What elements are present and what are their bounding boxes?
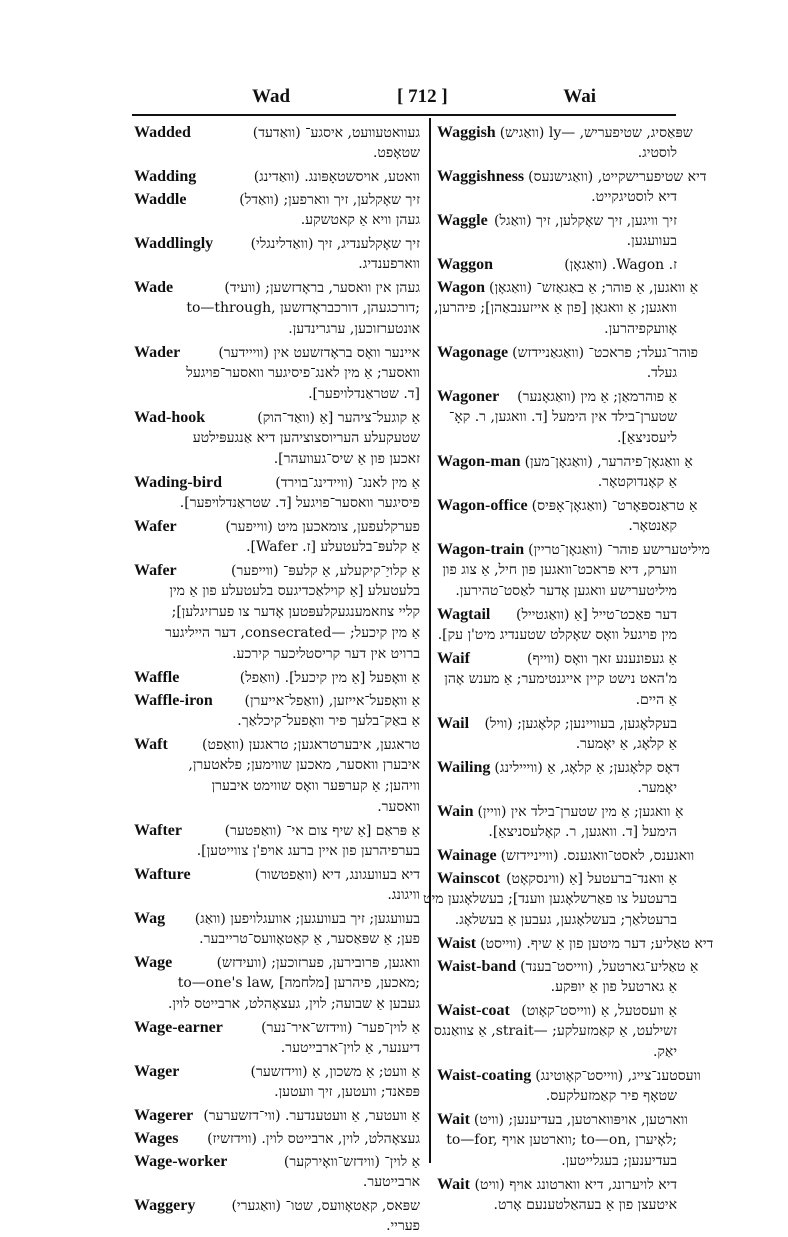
entry-headword: Wage-earner xyxy=(134,1019,223,1036)
entry-continuation-line: לוסטיג. xyxy=(637,145,677,161)
entry-continuation-line: ליעסניצאַ]. xyxy=(617,430,677,446)
entry-first-line xyxy=(134,820,420,841)
entry-continuation-line: פען; אַ שפּאַסער, אַ קאַטאָוועס־טרייבער. xyxy=(199,931,420,947)
entry-first-line xyxy=(134,667,420,688)
entry-definition: אַ פּראַם [אַ שיף צום אי־ (וואַפטער) xyxy=(224,823,420,839)
entry-definition: דער פאַכט־טייל [אַ (וואַגטייל) xyxy=(516,607,677,623)
entry-headword: Wagtail xyxy=(437,606,491,623)
entry-definition: אַ געפונענע זאך וואָס (ווייף) xyxy=(526,651,677,667)
entry-headword: Waddle xyxy=(134,191,187,208)
entry-continuation-line: to—one's law, מאכען, פיהרען [מלחמה]; xyxy=(177,975,420,991)
entry-first-line xyxy=(134,1061,420,1082)
entry-headword: Wafer xyxy=(134,562,177,579)
entry-first-line xyxy=(437,495,698,516)
entry-definition: זיך שאָקלענדיג, זיך (וואַדלינגלי) xyxy=(250,236,420,252)
entry-continuation-line: בלעטעלע [אַ קוילאַכדיגעס בלעטעלע פון אַ מין xyxy=(169,583,420,599)
entry-first-line xyxy=(134,1151,420,1172)
dictionary-entry xyxy=(434,277,699,340)
entry-definition: וואטע, אויסשטאָפּונג. (וואַדינג) xyxy=(253,169,420,185)
entry-continuation-line: ברויט אין דער קריסטליכער קירכע. xyxy=(232,646,420,662)
entry-headword: Waggle xyxy=(437,212,488,229)
entry-first-line xyxy=(134,952,420,973)
entry-continuation-line: פיסיגער וואסער־פויגעל [ד. שטראַנדלויפער]. xyxy=(179,495,420,511)
header-guide-word-right: Wai xyxy=(563,86,596,107)
header-guide-word-left: Wad xyxy=(252,86,291,107)
entry-headword: Wader xyxy=(134,344,181,361)
dictionary-entry xyxy=(134,1151,420,1193)
entry-continuation-line: בעדיענען; בעגלייטען. xyxy=(561,1153,677,1169)
entry-definition: אַ וועטער, אַ וועטענדער. (ווי־דזשערער) xyxy=(203,1108,420,1124)
dictionary-entry xyxy=(134,277,420,340)
entry-continuation-line: שטאָף פיר קאַמזעלקעס. xyxy=(545,1088,677,1104)
entry-first-line xyxy=(134,233,420,254)
entry-headword: Wainage xyxy=(437,847,497,864)
entry-first-line xyxy=(437,386,677,407)
right-column xyxy=(423,122,714,1213)
entry-headword: Wagon-train xyxy=(437,541,525,558)
entry-headword: Wainscot xyxy=(437,870,501,887)
entry-continuation-line: וואגען; אַ וואגאָן [פון אַ אייזענבאַהן]; פיהרען, xyxy=(434,300,677,316)
entry-definition: זיך שאָקלען, זיך ווארפען; (וואַדל) xyxy=(239,192,420,208)
entry-continuation-line: ווארפענדיג. xyxy=(358,256,420,272)
entry-first-line xyxy=(134,166,420,187)
entry-headword: Waggon xyxy=(437,256,494,273)
entry-continuation-line: בערפיהרען פון איין ברעג אויפ'ן צווייטען]. xyxy=(196,843,420,859)
entry-continuation-line: וויגונג. xyxy=(387,887,420,903)
entry-headword: Wail xyxy=(437,715,470,732)
entry-definition: אַ וואָפעל־אייזען, (וואַפל־אייערן) xyxy=(244,693,420,709)
entry-continuation-line: פעריי. xyxy=(386,1218,420,1234)
entry-headword: Wait xyxy=(437,1111,470,1128)
entry-headword: Wag xyxy=(134,910,166,927)
dictionary-entry xyxy=(134,1061,420,1103)
entry-definition: דיא שטיפערישקייט, (וואַגישנעס) xyxy=(528,169,707,185)
entry-first-line xyxy=(134,407,420,428)
entry-definition: שפּאַסיג, שטיפעריש, —ly (וואַגיש) xyxy=(499,125,693,141)
entry-first-line xyxy=(134,690,420,711)
entry-continuation-line: to—through, דורכגעהן, דורכבראָדזשען; xyxy=(186,300,420,316)
entry-definition: אַ לוין־פער־ (ווידזש־איר־נער) xyxy=(261,1020,420,1036)
entry-continuation-line: [ד. שטראַנדלויפער]. xyxy=(308,386,420,402)
entry-first-line xyxy=(437,648,677,669)
entry-continuation-line: קאַנטאָר. xyxy=(628,518,677,534)
entry-continuation-line: קליי צוזאמענגעקלעפּטען אָדער צו פערזיגלען]; xyxy=(171,604,420,620)
entry-first-line xyxy=(134,1128,420,1149)
entry-headword: Wagon-man xyxy=(437,453,521,470)
dictionary-entry xyxy=(134,122,420,164)
dictionary-entry xyxy=(134,864,420,906)
dictionary-entry xyxy=(437,956,699,998)
dictionary-entry xyxy=(437,1065,701,1107)
entry-definition: אַ וואָפעל [אַ מין קיכעל]. (וואַפל) xyxy=(239,670,420,686)
dictionary-entry xyxy=(437,845,695,866)
entry-definition: אַ קלויַ־קיקעלע, אַ קלעפּ־ (ווייפער) xyxy=(231,563,420,579)
entry-continuation-line: אַ גארטעל פון אַ יופּקע. xyxy=(550,979,677,995)
entry-definition: פוהר־געלד; פראכט־ (וואַגאַניידזש) xyxy=(512,345,699,361)
entry-headword: Wadded xyxy=(134,124,191,141)
entry-continuation-line: שטעקעלע העריוסצוציהען דיא אַנגעפּילטע xyxy=(192,430,420,446)
dictionary-entry xyxy=(134,560,420,665)
dictionary-entry xyxy=(437,210,677,252)
page-header xyxy=(132,86,676,112)
entry-first-line xyxy=(134,472,420,493)
entry-headword: Wage xyxy=(134,954,173,971)
entry-headword: Wagoner xyxy=(437,388,500,405)
entry-continuation-line: אָוועקפיהרען. xyxy=(604,321,677,337)
dictionary-entry xyxy=(134,407,420,470)
entry-headword: Wadding xyxy=(134,168,197,185)
entry-definition: אַ וואַגאָן־פיהרער, (וואַגאָן־מען) xyxy=(524,454,693,470)
entry-first-line xyxy=(437,1000,677,1021)
dictionary-entry xyxy=(437,386,677,449)
dictionary-entry xyxy=(437,933,714,954)
entry-definition: אַ וואנד־ברעטעל [אַ (ווינסקאָט) xyxy=(506,871,677,887)
entry-first-line xyxy=(437,277,699,298)
entry-definition: זיך וויגען, זיך שאָקלען, זיך (וואַגל) xyxy=(494,213,677,229)
entry-headword: Waist-band xyxy=(437,958,517,975)
entry-headword: Wages xyxy=(134,1130,179,1147)
dictionary-entry xyxy=(134,472,420,514)
entry-headword: Wagonage xyxy=(437,344,509,361)
dictionary-entry xyxy=(437,166,707,208)
entry-definition: איינער וואָס בראָדזשעט אין (ווייידער) xyxy=(218,345,420,361)
entry-headword: Waffle xyxy=(134,669,180,686)
entry-first-line xyxy=(134,1017,420,1038)
entry-continuation-line: הימעל [ד. וואגען, ר. קאָלעסניצאַ]. xyxy=(488,824,677,840)
entry-first-line xyxy=(437,845,695,866)
entry-first-line xyxy=(437,1174,677,1195)
entry-continuation-line: שטערן־בילד אין הימעל [ד. וואגען, ר. קאָ־ xyxy=(449,409,677,425)
entry-definition: אַ וועט; אַ משכון, אַ (ווידזשער) xyxy=(250,1064,420,1080)
entry-first-line xyxy=(134,342,420,363)
dictionary-entry xyxy=(134,166,420,187)
dictionary-entry xyxy=(134,820,420,862)
entry-continuation-line: יאָמער. xyxy=(637,780,677,796)
entry-first-line xyxy=(437,757,680,778)
dictionary-entry xyxy=(134,189,420,231)
entry-continuation-line: זאכען פון אַ שיס־געוועהר]. xyxy=(273,451,420,467)
entry-continuation-line: וויהען; אַ קערפּער וואָס שווימט איבערן xyxy=(211,778,420,794)
entry-continuation-line: ברעטלאַך; בעשלאָגען, געבען אַ בעשלאָג. xyxy=(454,912,677,928)
dictionary-entry xyxy=(437,604,677,646)
dictionary-entry xyxy=(134,1128,420,1149)
dictionary-entry xyxy=(134,516,420,558)
dictionary-entry xyxy=(134,1017,420,1059)
entry-headword: Wad-hook xyxy=(134,409,206,426)
entry-headword: Waggish xyxy=(437,124,496,141)
entry-continuation-line: בעוועגען. xyxy=(626,233,677,249)
entry-headword: Waist-coat xyxy=(437,1002,510,1019)
entry-first-line xyxy=(437,122,693,143)
entry-continuation-line: איבערן וואסער, מאכען שווימען; פלאטערן, xyxy=(188,757,420,773)
dictionary-entry xyxy=(437,713,677,755)
entry-headword: Wagon-office xyxy=(437,497,528,514)
dictionary-entry xyxy=(437,1109,688,1172)
dictionary-entry xyxy=(134,952,420,1015)
entry-continuation-line: וואסער. xyxy=(377,799,420,815)
entry-headword: Wafture xyxy=(134,866,191,883)
entry-headword: Waft xyxy=(134,736,168,753)
entry-headword: Waist xyxy=(437,935,477,952)
entry-first-line xyxy=(437,210,677,231)
dictionary-entry xyxy=(437,495,698,537)
entry-definition: געוואטעוועט, איסגע־ (וואַדעד) xyxy=(252,125,420,141)
entry-continuation-line: שטאָפט. xyxy=(372,145,420,161)
entry-continuation-line: דיענער, אַ לוין־ארבייטער. xyxy=(280,1040,420,1056)
entry-continuation-line: פּפאנד; וועטען, זיך וועטען. xyxy=(274,1084,420,1100)
entry-definition: דאָס קלאָגען; אַ קלאָג, אַ (ווייילינג) xyxy=(494,760,680,776)
entry-definition: מיליטערישע פוהר־ (וואַגאָן־טריין) xyxy=(528,542,710,558)
column-divider xyxy=(429,118,431,1163)
entry-first-line xyxy=(437,801,684,822)
dictionary-entry xyxy=(437,342,699,384)
entry-continuation-line: דיא לוסטיגקייט. xyxy=(591,189,677,205)
entry-headword: Wait xyxy=(437,1176,470,1193)
dictionary-entry xyxy=(437,122,693,164)
entry-first-line xyxy=(134,734,420,755)
left-column xyxy=(134,122,420,1234)
entry-headword: Wain xyxy=(437,803,474,820)
dictionary-entry xyxy=(437,648,677,711)
dictionary-entry xyxy=(134,1195,420,1237)
entry-first-line xyxy=(134,1195,420,1216)
entry-first-line xyxy=(437,868,677,889)
entry-definition: דיא לויערונג, דיא ווארטונג אויף (וויט) xyxy=(474,1177,677,1193)
entry-first-line xyxy=(437,342,699,363)
entry-continuation-line: ארבייטער. xyxy=(362,1174,420,1190)
dictionary-entry xyxy=(437,801,684,843)
entry-continuation-line: אַ קלאָג, אַ יאָמער. xyxy=(575,736,677,752)
entry-continuation-line: זשילעט, אַ קאַמזעלקע; —strait, אַ צוואַנגס xyxy=(433,1023,677,1039)
header-rule xyxy=(132,114,676,116)
entry-continuation-line: מיליטערישע וואגען אָדער לאַסט־טהירען. xyxy=(455,583,677,599)
entry-first-line xyxy=(437,956,699,977)
entry-definition: אַ מין לאנג־ (וויידינג־בוירד) xyxy=(275,475,420,491)
entry-continuation-line: געבען אַ שבועה; לוין, געצאָהלט, ארבייטס לוין. xyxy=(167,996,420,1012)
entry-definition: ז. Wagon. (וואַגאָן) xyxy=(564,257,677,273)
entry-headword: Wading-bird xyxy=(134,474,223,491)
entry-continuation-line: מין פויגעל וואָס שאָקלט שטענדיג מיט'ן עק]. xyxy=(437,627,677,643)
dictionary-entry xyxy=(437,451,693,493)
dictionary-entry xyxy=(437,757,680,799)
entry-definition: אַ קוגעל־ציהער [אַ (וואַד־הוק) xyxy=(257,410,420,426)
dictionary-entry xyxy=(437,1174,677,1216)
entry-continuation-line: אַ קלעפּ־בלעטעלע [ז. Wafer]. xyxy=(246,539,420,555)
entry-definition: אַ וועסטעל, אַ (ווייסט־קאָוט) xyxy=(521,1003,677,1019)
dictionary-entry xyxy=(134,734,420,818)
entry-definition: אַ וואגען, אַ פוהר; אַ באַגאַזש־ (וואַגאָן) xyxy=(489,280,699,296)
entry-headword: Waist-coating xyxy=(437,1067,532,1084)
entry-first-line xyxy=(134,560,420,581)
entry-headword: Waggery xyxy=(134,1197,196,1214)
entry-headword: Wafter xyxy=(134,822,182,839)
entry-continuation-line: אַ מין קיכעל; —consecrated, דער הייליגער xyxy=(165,625,420,641)
entry-first-line xyxy=(437,166,707,187)
entry-first-line xyxy=(134,864,420,885)
entry-definition: שפּאס, קאַטאָוועס, שטו־ (וואַגערי) xyxy=(231,1198,420,1214)
entry-headword: Wagerer xyxy=(134,1107,194,1124)
entry-first-line xyxy=(437,604,677,625)
entry-continuation-line: געלד. xyxy=(646,365,677,381)
entry-definition: וואגען, פּרובירען, פערזוכען; (וועידזש) xyxy=(216,955,420,971)
entry-definition: ווארטען, אויפּווארטען, בעדיענען; (וויט) xyxy=(473,1112,688,1128)
entry-headword: Waffle-iron xyxy=(134,692,213,709)
dictionary-entry xyxy=(437,539,710,602)
entry-continuation-line: אַ באַק־בלעך פיר וואָפעל־קיכלאַך. xyxy=(237,713,420,729)
entry-headword: Waif xyxy=(437,650,470,667)
page-number: [ 712 ] xyxy=(397,86,448,107)
entry-first-line xyxy=(134,189,420,210)
entry-continuation-line: געהן וויא אַ קאטשקע. xyxy=(300,212,420,228)
entry-first-line xyxy=(437,713,677,734)
dictionary-entry xyxy=(433,1000,677,1063)
entry-headword: Waggishness xyxy=(437,168,525,185)
entry-first-line xyxy=(437,1109,688,1130)
entry-first-line xyxy=(134,908,420,929)
entry-continuation-line: ברעטעל צו פאַרשלאָגען ווענד]; בעשלאָגען מיט xyxy=(423,891,677,907)
entry-continuation-line: to—for, ווארטען אויף; to—on, לאָיערן; xyxy=(446,1132,677,1148)
entry-definition: געצאָהלט, לוין, ארבייטס לוין. (ווידזשיז) xyxy=(207,1131,420,1147)
dictionary-entry xyxy=(134,667,420,688)
entry-headword: Wagon xyxy=(437,279,486,296)
entry-definition: וועסטענ־צייג, (ווייסט־קאָוטינג) xyxy=(535,1068,701,1084)
entry-first-line xyxy=(437,451,693,472)
dictionary-entry xyxy=(134,342,420,405)
entry-first-line xyxy=(134,122,420,143)
entry-headword: Wade xyxy=(134,279,174,296)
entry-continuation-line: יאַק. xyxy=(652,1044,677,1060)
dictionary-entry xyxy=(134,908,420,950)
dictionary-entry xyxy=(134,690,420,732)
entry-definition: בעוועגען; זיך בעוועגען; אוועגלויפען (וואַג) xyxy=(194,911,420,927)
entry-first-line xyxy=(134,1105,420,1126)
entry-definition: אַ לוין־ (ווידזש־וואָירקער) xyxy=(283,1154,420,1170)
entry-definition: אַ טאַליע־גארטעל, (ווייסט־בענד) xyxy=(520,959,699,975)
entry-definition: אַ טראַנספּאָרט־ (וואַגאָן־אָפּיס) xyxy=(531,498,698,514)
entry-first-line xyxy=(134,277,420,298)
entry-continuation-line: וואסער; אַ מין לאנג־פיסיגער וואסער־פויגעל xyxy=(186,365,420,381)
entry-definition: טראגען, איבערטראגען; טראגען (וואַפט) xyxy=(202,737,420,753)
entry-first-line xyxy=(437,933,714,954)
dictionary-entry xyxy=(437,254,677,275)
dictionary-entry xyxy=(134,233,420,275)
entry-continuation-line: אַ היים. xyxy=(635,692,677,708)
entry-continuation-line: אַ קאָנדוקטאָר. xyxy=(597,474,677,490)
entry-headword: Wager xyxy=(134,1063,180,1080)
entry-headword: Wafer xyxy=(134,518,177,535)
entry-first-line xyxy=(437,254,677,275)
entry-definition: פערקלעפען, צומאכען מיט (ווייפער) xyxy=(225,519,420,535)
entry-first-line xyxy=(134,516,420,537)
entry-first-line xyxy=(437,539,710,560)
entry-definition: וואגענס, לאסט־וואגענס. (ווייניידזש) xyxy=(500,848,695,864)
dictionary-entry xyxy=(134,1105,420,1126)
entry-headword: Waddlingly xyxy=(134,235,214,252)
entry-definition: אַ פוהרמאַן; אַ מין (וואַגאָנער) xyxy=(517,389,677,405)
entry-definition: געהן אין וואסער, בראָדזשען; (וועיד) xyxy=(224,280,420,296)
entry-continuation-line: ווערק, דיא פּראכט־וואגען פון חיל, אַ צוג פון xyxy=(442,562,677,578)
entry-headword: Wailing xyxy=(437,759,491,776)
dictionary-entry xyxy=(423,868,677,931)
entry-continuation-line: איטעצן פון אַ בעהאַלטענעם אָרט. xyxy=(493,1197,677,1213)
entry-definition: דיא טאַליע; דער מיטען פון אַ שיף. (ווייסט) xyxy=(480,936,714,952)
entry-headword: Wage-worker xyxy=(134,1153,228,1170)
entry-first-line xyxy=(437,1065,701,1086)
entry-continuation-line: מ'האט נישט קיין אייגנטימער; אַ מענש אָהן xyxy=(444,671,677,687)
entry-definition: אַ וואגען; אַ מין שטערן־בילד אין (וויין) xyxy=(477,804,684,820)
entry-definition: דיא בעוועגונג, דיא (וואַפטשור) xyxy=(254,867,420,883)
entry-definition: בעקלאָגען, בעוויינען; קלאָגען; (וויל) xyxy=(484,716,677,732)
entry-continuation-line: אונטערזוכען, ערגרינדען. xyxy=(288,321,420,337)
